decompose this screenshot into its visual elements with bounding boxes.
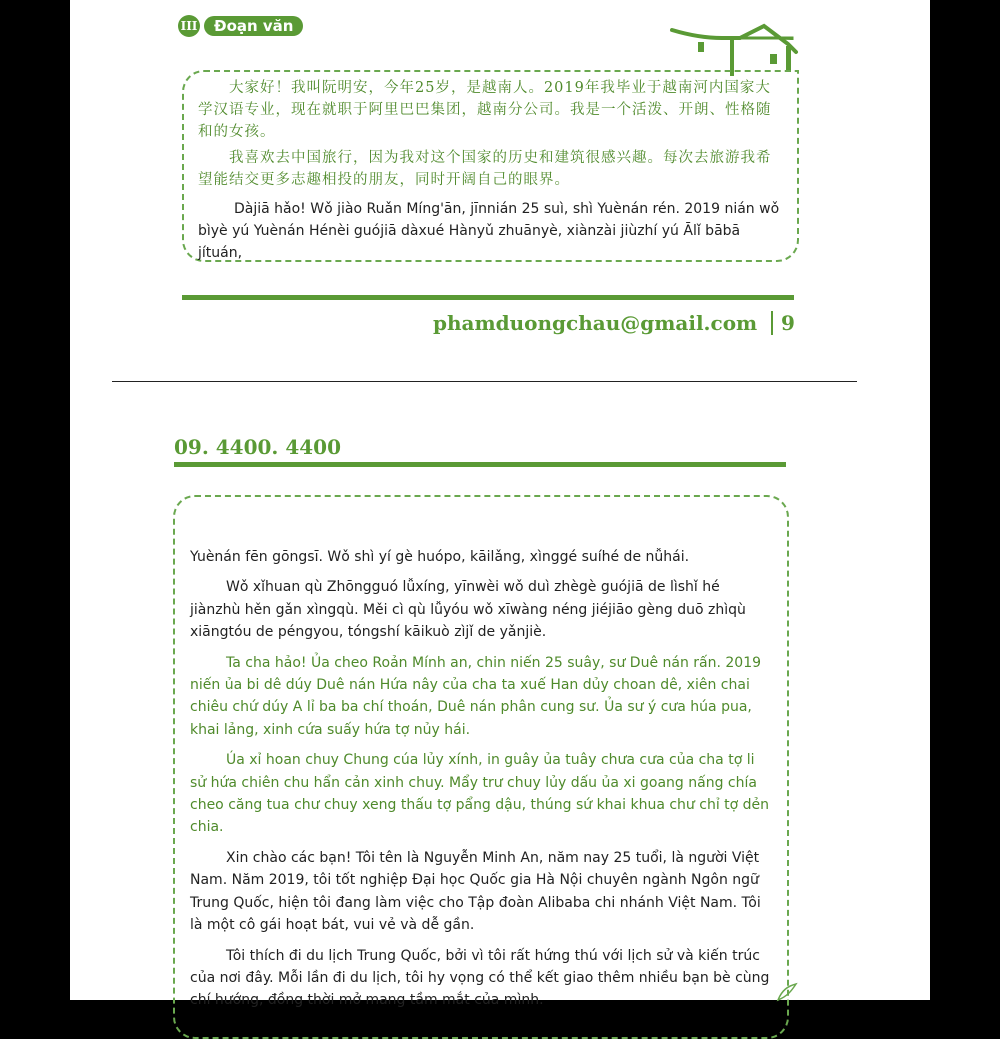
footer-separator — [771, 311, 773, 335]
section-number-badge: III — [178, 15, 200, 37]
section-heading — [178, 15, 303, 37]
book-page — [70, 0, 930, 1009]
footer-rule — [182, 295, 794, 300]
phonetic-paragraph-1: Ta cha hảo! Ủa cheo Roản Mính an, chin niến 25 suây, sư Duê nán rấn. 2019 niến ủa bi dê dúy Duê nán Hứa nây của cha ta xuế Han dủy choan dê, xiên chai chiêu chứ dúy A lỉ ba ba chí thoán, Duê nán phân cung sư. Ủa sư ý cưa húa pua, khai lảng, xinh cứa suấy hứa tợ nủy hái. — [190, 654, 762, 738]
section-title: Đoạn văn — [204, 16, 303, 36]
leaf-icon — [776, 982, 798, 1002]
pinyin-paragraph-1 — [198, 198, 780, 264]
translation-text — [190, 546, 770, 1020]
header-phone: 09. 4400. 4400 — [174, 435, 342, 459]
chinese-paragraph-1: 大家好！我叫阮明安，今年25岁，是越南人。2019年我毕业于越南河内国家大学汉语专业，现在就职于阿里巴巴集团，越南分公司。我是一个活泼、开朗、性格随和的女孩。 — [198, 80, 772, 140]
author-email: phamduongchau@gmail.com — [433, 311, 758, 335]
vietnamese-paragraph-2: Tôi thích đi du lịch Trung Quốc, bởi vì tôi rất hứng thú với lịch sử và kiến trúc của nơi đây. Mỗi lần đi du lịch, tôi hy vọng có thể kết giao thêm nhiều bạn bè cùng chí hướng, đồng thời mở mang tầm mắt của mình. — [190, 947, 770, 1009]
chinese-paragraph-2: 我喜欢去中国旅行，因为我对这个国家的历史和建筑很感兴趣。每次去旅游我希望能结交更多志趣相投的朋友，同时开阔自己的眼界。 — [198, 150, 772, 188]
pinyin-continued: Yuènán fēn gōngsī. Wǒ shì yí gè huópo, kāilǎng, xìnggé suíhé de nǚhái. — [190, 549, 690, 565]
phonetic-paragraph-2: Úa xỉ hoan chuy Chung cúa lủy xính, in guây ủa tuây chưa cưa của cha tợ li sử hứa chiên chu hẩn cản xinh chuy. Mẩy trư chuy lủy dấu ủa xi goang nấng chía cheo căng tua chư chuy xeng thấu tợ pẩng dậu, thúng sứ khai khua chư chỉ tợ dẻn chia. — [190, 752, 770, 836]
house-roof-icon — [672, 26, 802, 76]
header-rule — [174, 462, 786, 467]
pinyin-text: Dàjiā hǎo! Wǒ jiào Ruǎn Míng'ān, jīnnián 25 suì, shì Yuènán rén. 2019 nián wǒ bìyè yú Yuènán Hénèi guójiā dàxué Hànyǔ zhuānyè, xiànzài jiùzhí yú Ālǐ bābā jítuán, — [198, 201, 780, 261]
vietnamese-paragraph-1: Xin chào các bạn! Tôi tên là Nguyễn Minh An, năm nay 25 tuổi, là người Việt Nam. Năm 2019, tôi tốt nghiệp Đại học Quốc gia Hà Nội chuyên ngành Ngôn ngữ Trung Quốc, hiện tôi đang làm việc cho Tập đoàn Alibaba chi nhánh Việt Nam. Tôi là một cô gái hoạt bát, vui vẻ và dễ gần. — [190, 849, 761, 934]
page-divider — [112, 381, 857, 382]
pinyin-paragraph-2: Wǒ xǐhuan qù Zhōngguó lǚxíng, yīnwèi wǒ duì zhègè guójiā de lìshǐ hé jiànzhù hěn gǎn xìngqù. Měi cì qù lǚyóu wǒ xīwàng néng jiéjiāo gèng duō zhìqù xiāngtóu de péngyou, tóngshí kāikuò zìjǐ de yǎnjiè. — [190, 579, 746, 641]
page-number: 9 — [781, 311, 795, 335]
